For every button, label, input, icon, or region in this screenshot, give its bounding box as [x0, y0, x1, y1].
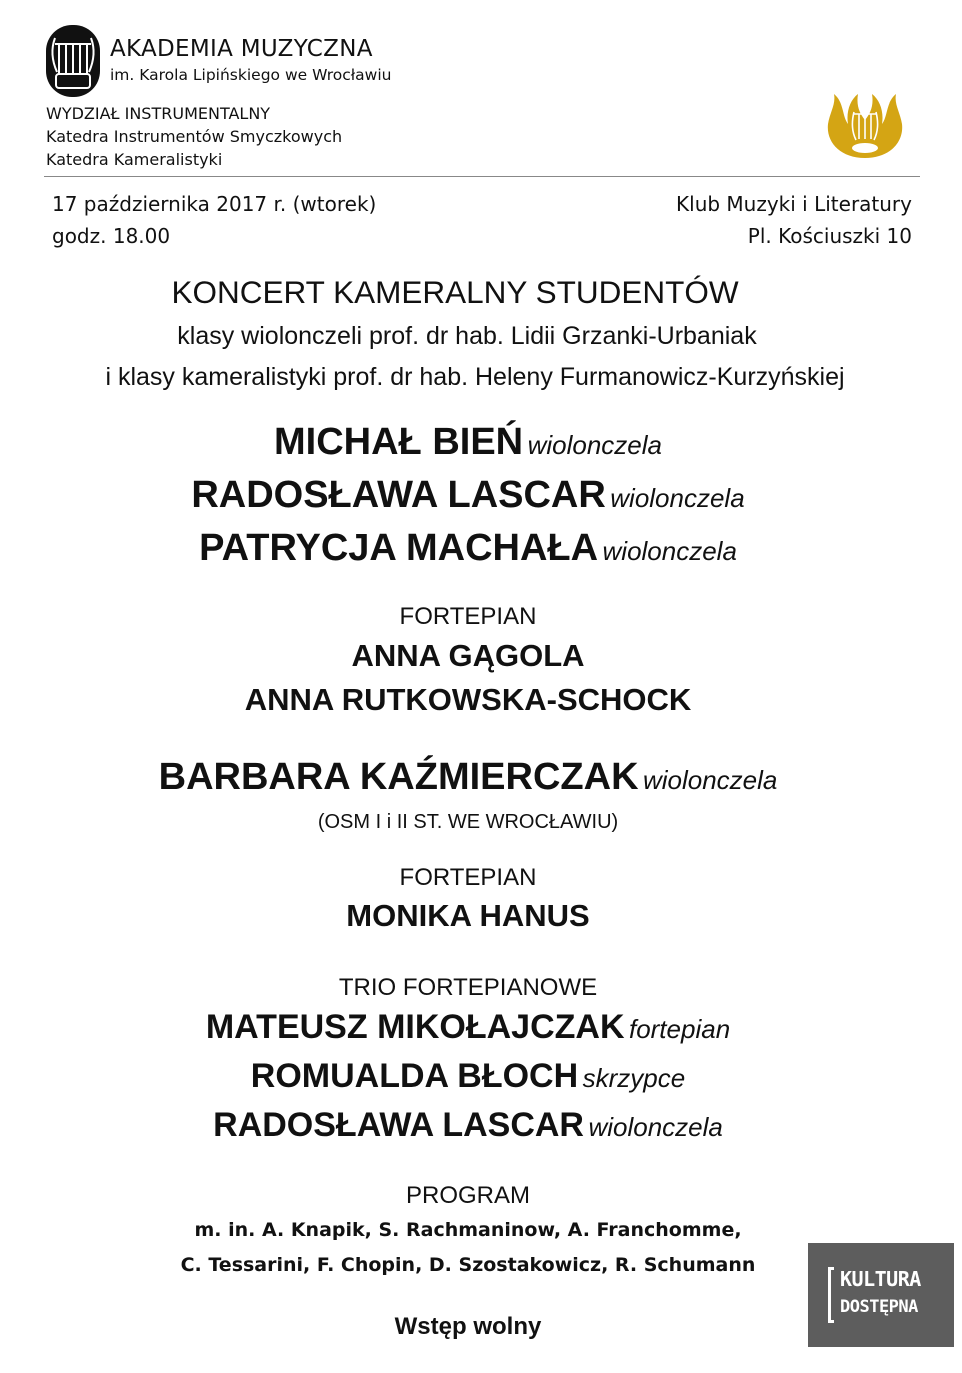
lyre-logo-icon	[45, 24, 101, 98]
performer-instrument: wiolonczela	[602, 536, 737, 566]
performer-row	[0, 527, 949, 570]
program-line: m. in. A. Knapik, S. Rachmaninow, A. Franchomme,	[194, 1219, 742, 1241]
performer-instrument: wiolonczela	[588, 1112, 723, 1142]
department-line: Katedra Instrumentów Smyczkowych	[46, 127, 343, 146]
performer-instrument: wiolonczela	[610, 483, 745, 513]
performer-row	[0, 756, 949, 799]
kultura-dostepna-badge	[808, 1243, 954, 1347]
performer-row	[0, 421, 949, 464]
event-venue: Klub Muzyki i Literatury	[676, 192, 912, 216]
concert-subtitle: klasy wiolonczeli prof. dr hab. Lidii Grzanki-Urbaniak	[177, 322, 757, 350]
performer-instrument: fortepian	[628, 1014, 731, 1044]
performer-instrument: skrzypce	[582, 1063, 686, 1093]
kmil-lyre-crest-icon	[822, 84, 908, 162]
program-line: C. Tessarini, F. Chopin, D. Szostakowicz, R. Schumann	[180, 1254, 756, 1276]
bracket-icon	[828, 1267, 834, 1323]
header-divider	[44, 176, 920, 177]
performer-name: PATRYCJA MACHAŁA	[199, 527, 599, 569]
event-date: 17 października 2017 r. (wtorek)	[52, 192, 377, 216]
performer-name: ROMUALDA BŁOCH	[250, 1057, 579, 1095]
badge-line: DOSTĘPNA	[840, 1297, 918, 1317]
event-time: godz. 18.00	[52, 224, 171, 248]
performer-name: MATEUSZ MIKOŁAJCZAK	[205, 1008, 625, 1046]
free-entry: Wstęp wolny	[394, 1313, 542, 1340]
performer-name: MICHAŁ BIEŃ	[274, 421, 524, 463]
school-note: (OSM I i II ST. WE WROCŁAWIU)	[317, 811, 619, 833]
concert-subtitle: i klasy kameralistyki prof. dr hab. Heleny Furmanowicz-Kurzyńskiej	[105, 363, 845, 391]
academy-subtitle: im. Karola Lipińskiego we Wrocławiu	[110, 66, 392, 84]
event-address: Pl. Kościuszki 10	[747, 224, 912, 248]
pianist-name: ANNA GĄGOLA	[351, 638, 585, 673]
performer-row	[0, 1106, 949, 1145]
department-line: Katedra Kameralistyki	[46, 150, 223, 169]
performer-name: RADOSŁAWA LASCAR	[213, 1106, 584, 1144]
performer-row	[0, 474, 949, 517]
concert-title: KONCERT KAMERALNY STUDENTÓW	[171, 274, 739, 310]
performer-instrument: wiolonczela	[642, 765, 778, 795]
pianist-name: ANNA RUTKOWSKA-SCHOCK	[244, 682, 692, 717]
program-label: PROGRAM	[405, 1182, 530, 1209]
performer-instrument: wiolonczela	[527, 430, 662, 460]
piano-label: FORTEPIAN	[399, 864, 537, 891]
performer-name: BARBARA KAŹMIERCZAK	[158, 756, 639, 798]
trio-label: TRIO FORTEPIANOWE	[338, 974, 598, 1001]
performer-row	[0, 1057, 949, 1096]
department-line: WYDZIAŁ INSTRUMENTALNY	[46, 104, 271, 123]
piano-label: FORTEPIAN	[399, 603, 537, 630]
pianist-name: MONIKA HANUS	[346, 898, 590, 933]
academy-name: AKADEMIA MUZYCZNA	[110, 36, 373, 62]
performer-name: RADOSŁAWA LASCAR	[191, 474, 606, 516]
performer-row	[0, 1008, 949, 1047]
badge-line: KULTURA	[840, 1267, 921, 1291]
